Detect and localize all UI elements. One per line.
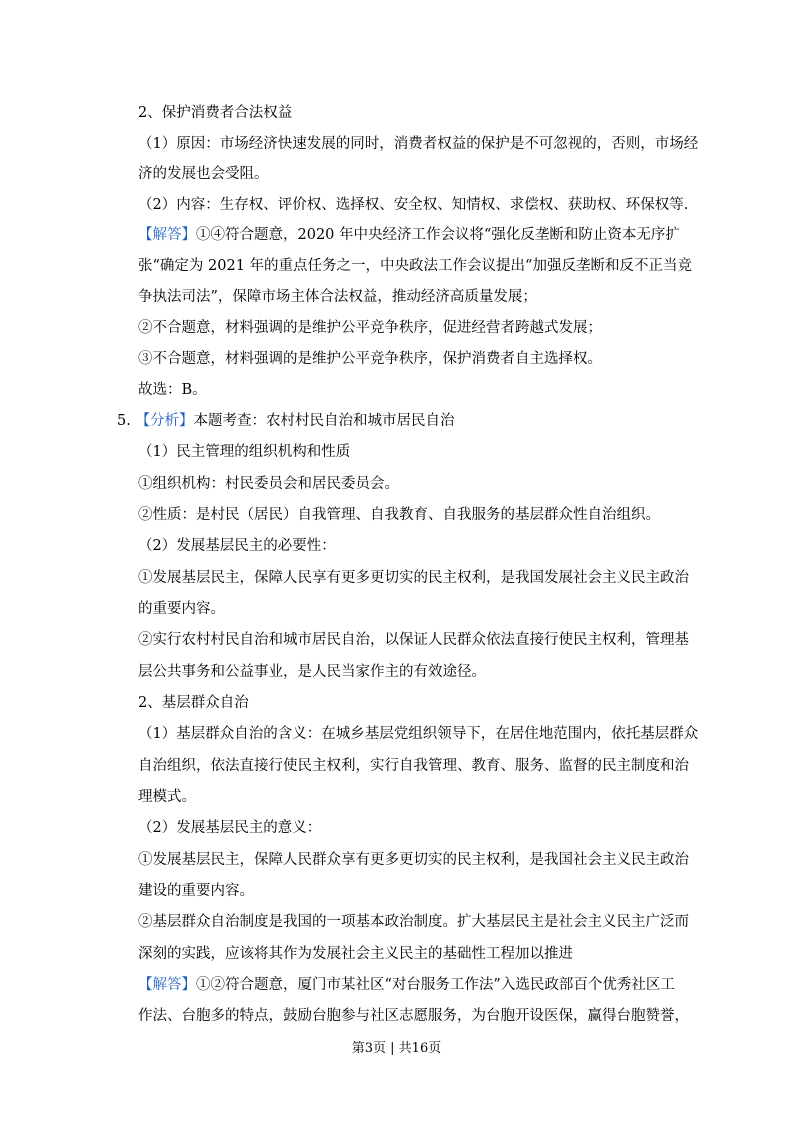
text-line: 故选：B。 [138,382,207,398]
text-line: 争执法司法”，保障市场主体合法权益，推动经济高质量发展； [138,289,537,305]
answer-tag: 【解答】 [138,227,196,243]
text-line: 2、基层群众自治 [138,695,249,711]
page-footer [0,1040,793,1058]
text-line: （1）民主管理的组织机构和性质 [138,444,351,460]
text-line: 作法、台胞多的特点，鼓励台胞参与社区志愿服务，为台胞开设医保，赢得台胞赞誉， [138,1008,689,1024]
question-number: 5. [117,413,131,429]
text-line: 自治组织，依法直接行使民主权利，实行自我管理、教育、服务、监督的民主制度和治 [138,758,689,774]
text-line: 的重要内容。 [138,601,225,617]
answer-tag: 【解答】 [138,977,196,993]
text-line: ②性质：是村民（居民）自我管理、自我教育、自我服务的基层群众性自治组织。 [138,507,660,523]
text-line: 张“确定为 2021 年的重点任务之一，中央政法工作会议提出“加强反垄断和反不正当竞 [138,258,692,274]
text-line: 【解答】①④符合题意，2020 年中央经济工作会议将“强化反垄断和防止资本无序扩 [138,227,680,243]
text-line: ②实行农村村民自治和城市居民自治，以保证人民群众依法直接行使民主权利，管理基 [138,632,689,648]
text-line: 2、保护消费者合法权益 [138,105,293,121]
page-number: 第3页 | 共16页 [351,1041,442,1056]
text-line: 济的发展也会受阻。 [138,166,269,182]
text-line: ②不合题意，材料强调的是维护公平竞争秩序，促进经营者跨越式发展； [138,320,602,336]
text-line: ①组织机构：村民委员会和居民委员会。 [138,476,399,492]
text-line: 层公共事务和公益事业，是人民当家作主的有效途径。 [138,664,486,680]
text-line: 深刻的实践，应该将其作为发展社会主义民主的基础性工程加以推进 [138,946,573,962]
text-line: ①发展基层民主，保障人民群众享有更多更切实的民主权利，是我国社会主义民主政治 [138,852,689,868]
text-line: 理模式。 [138,789,196,805]
text-line: ③不合题意，材料强调的是维护公平竞争秩序，保护消费者自主选择权。 [138,351,602,367]
text-line: （1）原因：市场经济快速发展的同时，消费者权益的保护是不可忽视的，否则，市场经 [138,136,699,152]
text-line: （2）发展基层民主的必要性： [138,538,336,554]
text-line: （2）内容：生存权、评价权、选择权、安全权、知情权、求偿权、获助权、环保权等. [138,197,689,213]
text-line: （1）基层群众自治的含义：在城乡基层党组织领导下，在居住地范围内，依托基层群众 [138,726,699,742]
text-line: ①发展基层民主，保障人民享有更多更切实的民主权利，是我国发展社会主义民主政治 [138,570,689,586]
text-line: 建设的重要内容。 [138,883,254,899]
text-line: （2）发展基层民主的意义： [138,820,322,836]
text-line: 【解答】①②符合题意，厦门市某社区“对台服务工作法”入选民政部百个优秀社区工 [138,977,675,993]
text-line: ②基层群众自治制度是我国的一项基本政治制度。扩大基层民主是社会主义民主广泛而 [138,914,689,930]
analysis-tag: 【分析】 [135,413,194,429]
text-line: 5. 【分析】本题考查：农村村民自治和城市居民自治 [117,413,455,429]
